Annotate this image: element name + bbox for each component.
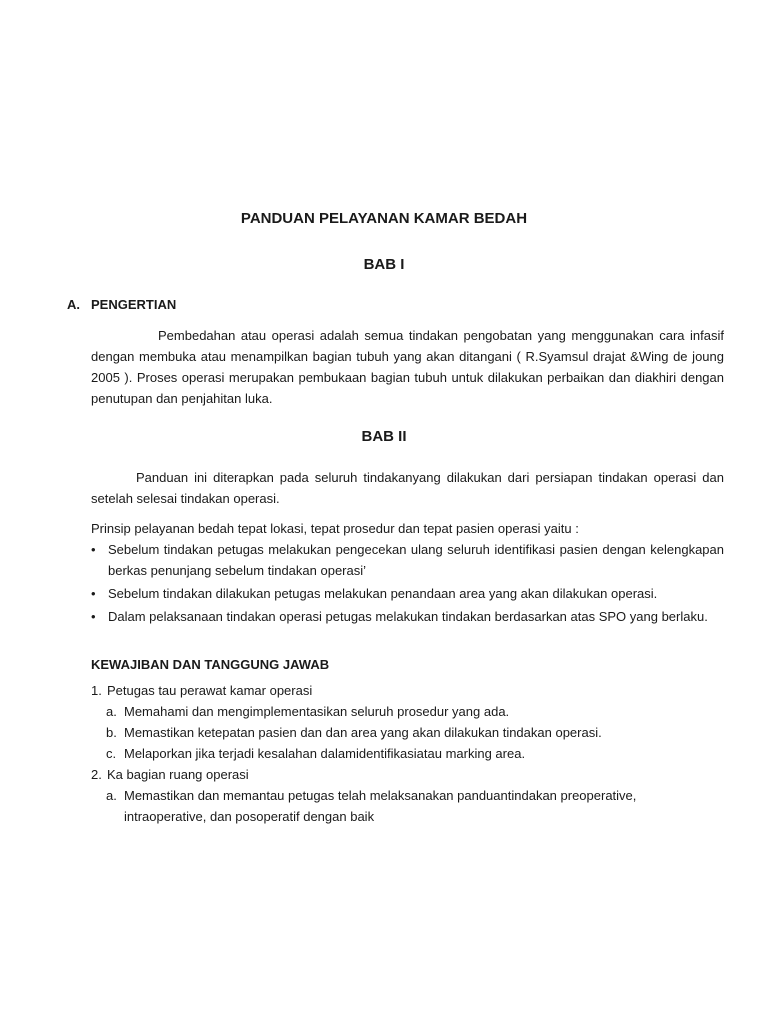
sub-list-letter: b. <box>106 725 117 740</box>
paragraph-panduan <box>91 467 724 509</box>
list-number: 2. <box>91 767 102 782</box>
list-item-label: Ka bagian ruang operasi <box>107 767 249 782</box>
list-item <box>91 539 724 581</box>
list-item <box>91 583 724 604</box>
sub-list-text: Memastikan dan memantau petugas telah melaksanakan panduantindakan preoperative, <box>124 788 637 803</box>
sub-list-letter: a. <box>106 704 117 719</box>
list-number: 1. <box>91 683 102 698</box>
list-item <box>91 680 724 701</box>
section-a-label: PENGERTIAN <box>91 297 177 312</box>
chapter-1-heading: BAB I <box>363 256 405 273</box>
bullet-icon: • <box>91 609 96 624</box>
paragraph-text: Pembedahan atau operasi adalah semua tindakan pengobatan yang menggunakan cara infasif dengan membuka atau menampilkan bagian tubuh yang akan ditangani ( R.Syamsul drajat &Wing de joung 2005 ). Proses operasi merupakan pembukaan bagian tubuh untuk dilakukan perbaikan dan diakhiri dengan penutupan dan penjahitan luka. <box>91 328 724 406</box>
sub-list-text: Memahami dan mengimplementasikan seluruh prosedur yang ada. <box>124 704 510 719</box>
section-a-letter: A. <box>67 297 80 312</box>
section-a-heading <box>67 297 176 312</box>
paragraph-text: Panduan ini diterapkan pada seluruh tindakanyang dilakukan dari persiapan tindakan operasi dan setelah selesai tindakan operasi. <box>91 470 724 506</box>
sub-list-item <box>91 701 724 722</box>
sub-list-letter: a. <box>106 788 117 803</box>
sub-list-text: Memastikan ketepatan pasien dan dan area yang akan dilakukan tindakan operasi. <box>124 725 602 740</box>
sub-list-item <box>91 785 724 827</box>
paragraph-prinsip <box>91 518 724 539</box>
sub-list-text-continued: intraoperative, dan posoperatif dengan baik <box>124 809 375 824</box>
paragraph-pengertian <box>91 325 724 409</box>
list-item-text: Sebelum tindakan petugas melakukan pengecekan ulang seluruh identifikasi pasien dengan kelengkapan berkas penunjang sebelum tindakan operasi’ <box>108 542 724 578</box>
paragraph-text: Prinsip pelayanan bedah tepat lokasi, tepat prosedur dan tepat pasien operasi yaitu : <box>91 521 579 536</box>
bullet-icon: • <box>91 586 96 601</box>
kewajiban-heading: KEWAJIBAN DAN TANGGUNG JAWAB <box>91 657 330 672</box>
list-item-label: Petugas tau perawat kamar operasi <box>107 683 313 698</box>
sub-list-letter: c. <box>106 746 117 761</box>
sub-list-text: Melaporkan jika terjadi kesalahan dalamidentifikasiatau marking area. <box>124 746 526 761</box>
chapter-2-heading: BAB II <box>361 428 407 445</box>
list-item-text: Dalam pelaksanaan tindakan operasi petugas melakukan tindakan berdasarkan atas SPO yang berlaku. <box>108 609 708 624</box>
list-item-text: Sebelum tindakan dilakukan petugas melakukan penandaan area yang akan dilakukan operasi. <box>108 586 658 601</box>
bullet-icon: • <box>91 542 96 557</box>
document-title: PANDUAN PELAYANAN KAMAR BEDAH <box>240 210 528 227</box>
list-item <box>91 764 724 785</box>
sub-list-item <box>91 722 724 743</box>
list-item <box>91 606 724 627</box>
numbered-list <box>91 680 724 827</box>
bullet-list <box>91 539 724 629</box>
sub-list-item <box>91 743 724 764</box>
